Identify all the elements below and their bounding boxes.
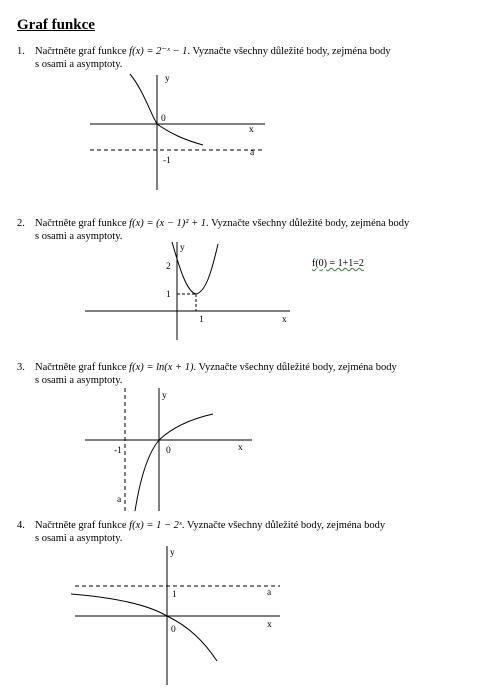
task-text-continued: s osami a asymptoty. [35, 375, 123, 386]
minus-one-label: -1 [163, 156, 171, 166]
handwritten-note: f(0) = 1+1=2 [312, 258, 364, 269]
task-formula: f(x) = (x − 1)² + 1 [129, 218, 207, 229]
function-curve [71, 594, 217, 661]
function-curve [172, 242, 218, 294]
origin-label: 0 [161, 114, 166, 124]
task-text-continued: s osami a asymptoty. [35, 59, 123, 70]
origin-label: 0 [171, 625, 176, 635]
task-number: 2. [17, 218, 25, 229]
task-text-continued: s osami a asymptoty. [35, 533, 123, 544]
task-text: Načrtněte graf funkce f(x) = 2⁻ˣ − 1. Vyznačte všechny důležité body, zejména body [35, 46, 391, 57]
two-label: 2 [166, 262, 171, 272]
one-label: 1 [172, 590, 177, 600]
one-x-label: 1 [199, 315, 204, 325]
y-axis-label: y [165, 74, 170, 84]
asymptote-label: a [267, 588, 272, 598]
task-formula: f(x) = ln(x + 1) [129, 362, 194, 373]
x-axis-label: x [238, 443, 243, 453]
task-text: Načrtněte graf funkce f(x) = 1 − 2ˣ. Vyznačte všechny důležité body, zejména body [35, 520, 386, 531]
task-number: 4. [17, 520, 25, 531]
graph-4 [65, 543, 290, 688]
graph-1 [85, 70, 275, 195]
task-text: Načrtněte graf funkce f(x) = ln(x + 1). Vyznačte všechny důležité body, zejména body [35, 362, 397, 373]
task-text: Načrtněte graf funkce f(x) = (x − 1)² + 1. Vyznačte všechny důležité body, zejména body [35, 218, 410, 229]
one-y-label: 1 [166, 290, 171, 300]
x-axis-label: x [282, 315, 287, 325]
minus-one-label: -1 [114, 446, 122, 456]
task-formula: f(x) = 1 − 2ˣ [129, 520, 182, 531]
function-curve [130, 74, 203, 145]
y-axis-label: y [180, 243, 185, 253]
x-axis-label: x [249, 125, 254, 135]
asymptote-label: a [250, 148, 255, 158]
page-title: Graf funkce [17, 17, 95, 33]
function-curve [135, 414, 213, 511]
origin-label: 0 [166, 446, 171, 456]
y-axis-label: y [170, 548, 175, 558]
graph-2 [80, 240, 295, 345]
y-axis-label: y [162, 391, 167, 401]
asymptote-label: a [117, 495, 122, 505]
x-axis-label: x [267, 620, 272, 630]
graph-3 [80, 385, 260, 515]
task-number: 1. [17, 46, 25, 57]
task-number: 3. [17, 362, 25, 373]
task-formula: f(x) = 2⁻ˣ − 1 [129, 46, 188, 57]
task-text-continued: s osami a asymptoty. [35, 231, 123, 242]
